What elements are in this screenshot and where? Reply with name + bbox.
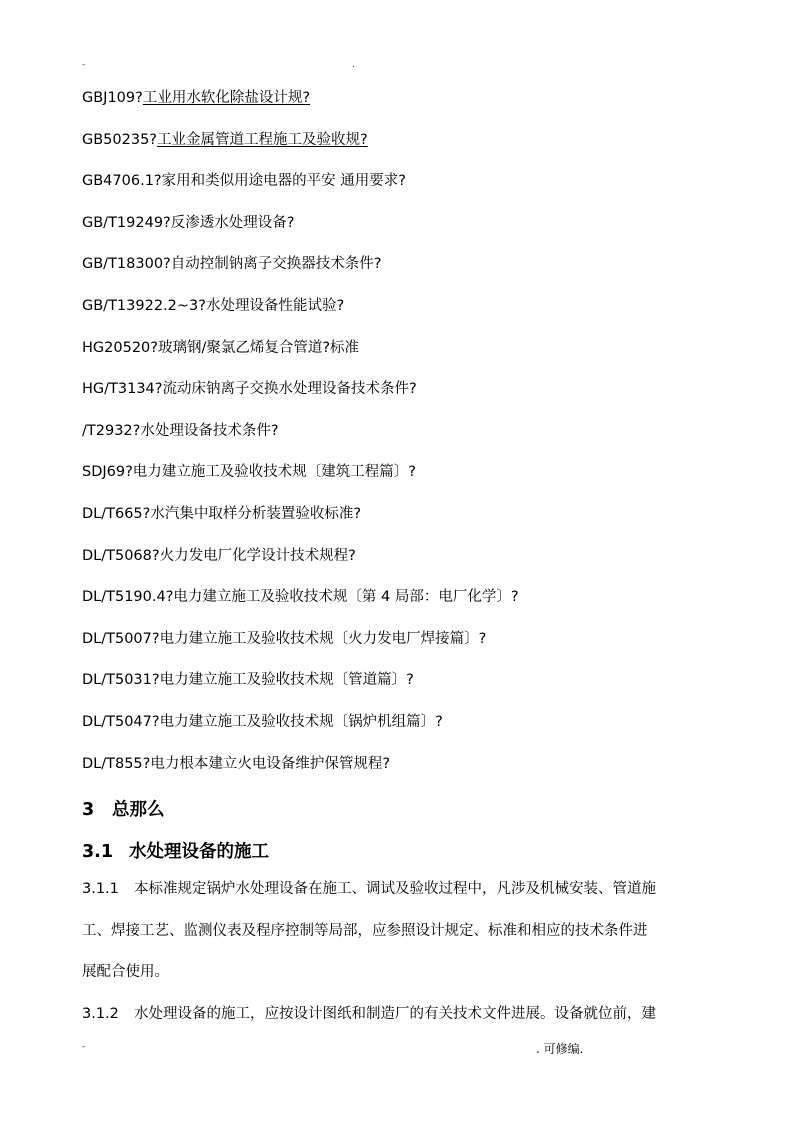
footer-text: . 可修编. <box>536 1042 584 1056</box>
standard-title: 自动控制钠离子交换器技术条件? <box>170 256 382 272</box>
standard-item <box>82 671 414 689</box>
standard-item <box>82 713 443 731</box>
standard-item <box>82 89 310 107</box>
header-dash: - <box>82 60 86 70</box>
standard-title: 工业用水软化除盐设计规? <box>142 90 311 106</box>
standard-item <box>82 755 390 773</box>
section-number: 3 <box>82 800 95 820</box>
standard-code: DL/T5068? <box>82 548 160 564</box>
standard-title: 反渗透水处理设备? <box>170 215 295 231</box>
standard-item <box>82 255 381 273</box>
standard-title: 水汽集中取样分析装置验收标准? <box>150 506 362 522</box>
standard-title: 火力发电厂化学设计技术规程? <box>159 548 356 564</box>
standard-item <box>82 505 361 523</box>
standard-code: GB50235? <box>82 132 158 148</box>
standard-title: 玻璃钢/聚氯乙烯复合管道?标准 <box>157 340 360 356</box>
standard-item <box>82 380 417 398</box>
standard-code: SDJ69? <box>82 464 133 480</box>
standard-item <box>82 588 519 606</box>
standard-code: DL/T5031? <box>82 672 160 688</box>
standard-title: 流动床钠离子交换水处理设备技术条件? <box>162 381 417 397</box>
standard-code: HG20520? <box>82 340 158 356</box>
footer-dash: - <box>82 1042 86 1052</box>
standard-item <box>82 422 279 440</box>
paragraph-text: 本标准规定锅炉水处理设备在施工、调试及验收过程中，凡涉及机械安装、管道施 <box>134 881 656 897</box>
standard-title: 电力建立施工及验收技术规〔锅炉机组篇〕? <box>159 714 443 730</box>
standard-code: GB/T19249? <box>82 215 171 231</box>
paragraph-3-1-1-line-2: 工、焊接工艺、监测仪表及程序控制等局部，应参照设计规定、标准和相应的技术条件进 <box>82 923 648 939</box>
standard-item <box>82 214 294 232</box>
standard-code: DL/T855? <box>82 756 151 772</box>
standard-item <box>82 630 486 648</box>
standard-code: /T2932? <box>82 423 141 439</box>
standard-code: GB4706.1? <box>82 173 162 189</box>
standard-item <box>82 172 406 190</box>
standard-title: 电力建立施工及验收技术规〔建筑工程篇〕? <box>132 464 416 480</box>
section-3-1-heading <box>82 838 269 863</box>
standard-item <box>82 339 359 357</box>
standard-code: GB/T13922.2~3? <box>82 298 206 314</box>
standard-code: DL/T665? <box>82 506 151 522</box>
paragraph-text: 水处理设备的施工，应按设计图纸和制造厂的有关技术文件进展。设备就位前，建 <box>134 1006 656 1022</box>
standard-code: GBJ109? <box>82 90 143 106</box>
standard-code: HG/T3134? <box>82 381 163 397</box>
standard-title: 水处理设备性能试验? <box>205 298 345 314</box>
paragraph-3-1-2-line-1 <box>82 1005 656 1023</box>
header-dot: . <box>352 60 355 70</box>
paragraph-number: 3.1.1 <box>82 881 119 897</box>
standard-title: 电力建立施工及验收技术规〔火力发电厂焊接篇〕? <box>159 631 487 647</box>
paragraph-3-1-1-line-1 <box>82 880 656 898</box>
standard-code: DL/T5007? <box>82 631 160 647</box>
section-title: 总那么 <box>112 800 165 820</box>
section-title: 水处理设备的施工 <box>129 842 269 862</box>
paragraph-number: 3.1.2 <box>82 1006 119 1022</box>
standard-title: 电力建立施工及验收技术规〔第 4 局部：电厂化学〕? <box>173 589 519 605</box>
standard-code: DL/T5047? <box>82 714 160 730</box>
standard-title: 电力根本建立火电设备维护保管规程? <box>150 756 391 772</box>
standard-title: 工业金属管道工程施工及验收规? <box>157 132 368 148</box>
standard-item <box>82 297 344 315</box>
paragraph-3-1-1-line-3: 展配合使用。 <box>82 964 169 980</box>
section-3-heading <box>82 796 165 821</box>
standard-code: DL/T5190.4? <box>82 589 174 605</box>
section-number: 3.1 <box>82 842 114 862</box>
standard-title: 电力建立施工及验收技术规〔管道篇〕? <box>159 672 414 688</box>
standard-title: 家用和类似用途电器的平安 通用要求? <box>161 173 406 189</box>
standard-item <box>82 547 356 565</box>
standard-item <box>82 131 368 149</box>
standard-title: 水处理设备技术条件? <box>140 423 279 439</box>
standard-code: GB/T18300? <box>82 256 171 272</box>
standard-item <box>82 463 416 481</box>
